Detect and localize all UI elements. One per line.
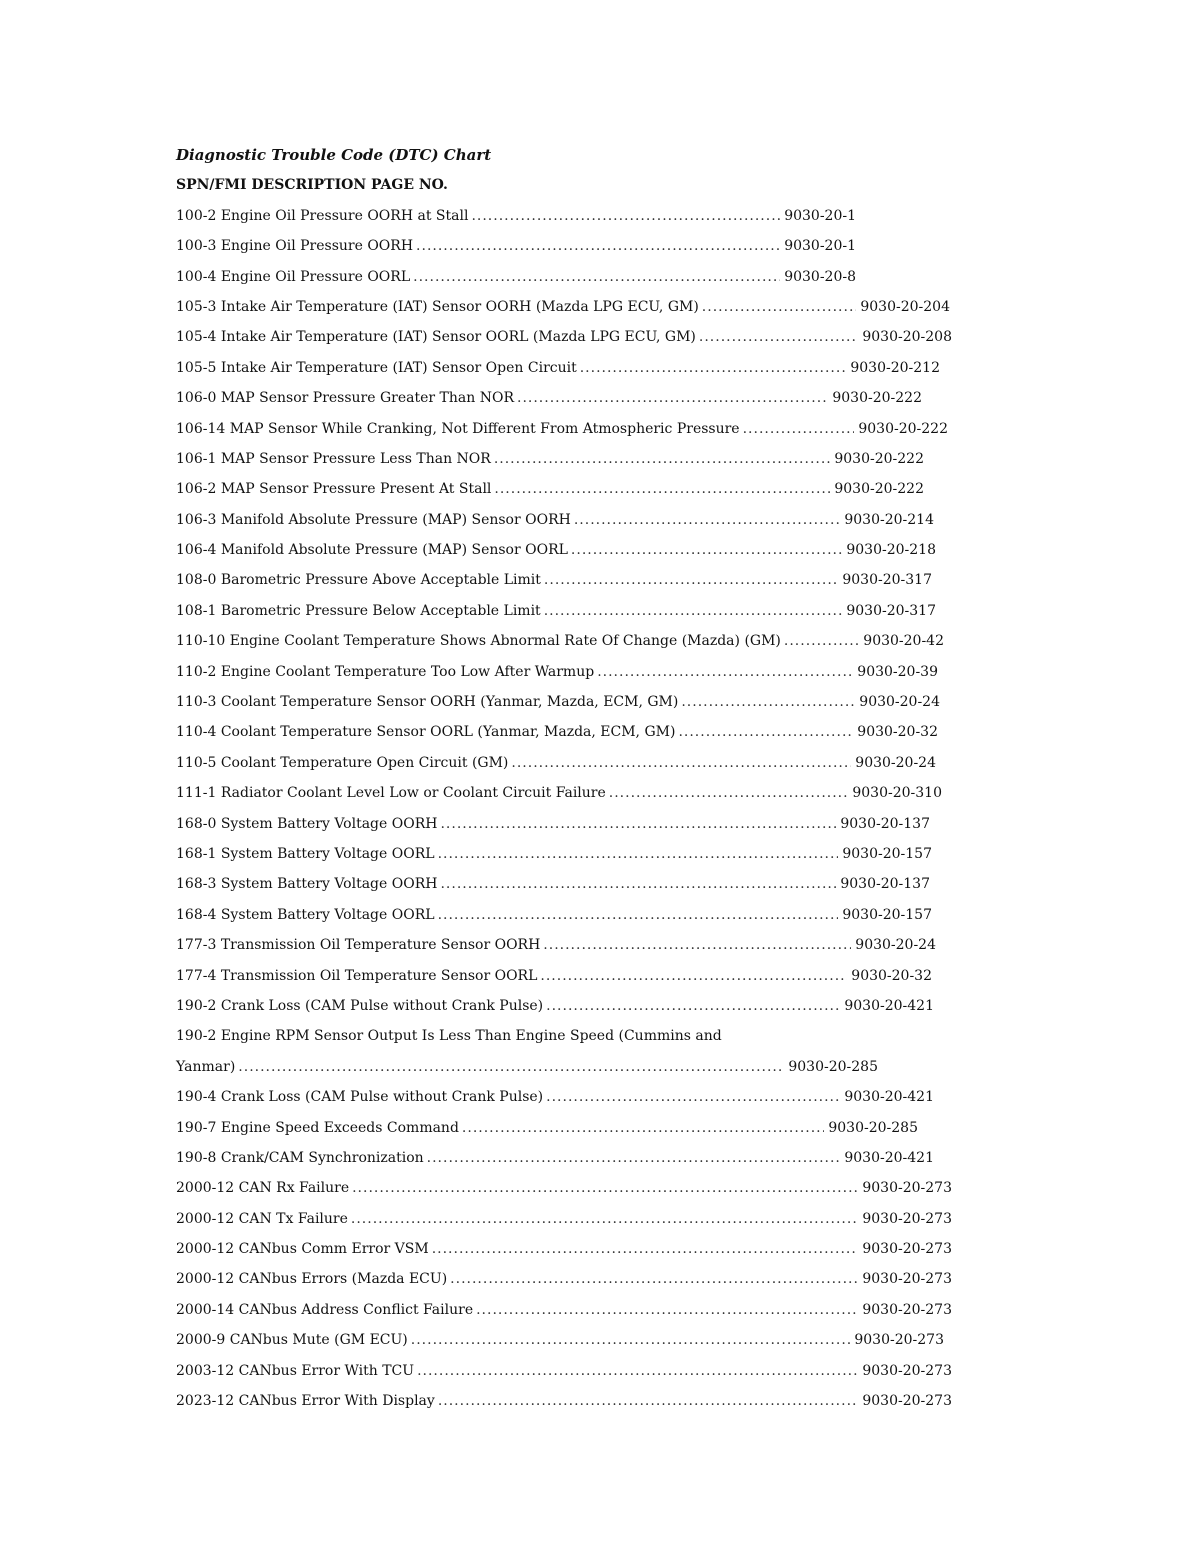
dtc-entry <box>176 201 856 231</box>
dtc-entry <box>176 414 948 444</box>
dtc-page-number: 9030-20-222 <box>858 420 948 437</box>
dot-leader <box>413 262 780 292</box>
dtc-description <box>176 1325 408 1355</box>
dot-leader <box>574 505 841 535</box>
dtc-code: 106-4 <box>176 542 217 559</box>
dot-leader <box>540 961 847 991</box>
dtc-entry <box>176 1113 918 1143</box>
dot-leader <box>438 900 839 930</box>
dtc-entry <box>176 1295 952 1325</box>
dtc-entry-wrapped <box>176 1021 976 1082</box>
dtc-code: 111-1 <box>176 785 217 802</box>
dtc-code: 110-5 <box>176 754 217 771</box>
dtc-description-text: CAN Tx Failure <box>238 1210 348 1227</box>
dtc-entry <box>176 778 942 808</box>
dtc-code: 106-0 <box>176 390 217 407</box>
dtc-code: 177-4 <box>176 967 217 984</box>
dtc-page-number: 9030-20-273 <box>862 1301 952 1318</box>
dtc-page-number: 9030-20-273 <box>862 1180 952 1197</box>
dtc-code: 2023-12 <box>176 1393 235 1410</box>
dtc-page-number: 9030-20-212 <box>850 359 940 376</box>
dtc-description <box>176 565 541 595</box>
dtc-description <box>176 1295 473 1325</box>
dtc-description-text: Engine Oil Pressure OORH <box>220 238 414 255</box>
dtc-page-number: 9030-20-32 <box>857 724 938 741</box>
dtc-page-number: 9030-20-42 <box>863 633 944 650</box>
dot-leader <box>681 687 855 717</box>
column-header: SPN/FMI DESCRIPTION PAGE NO. <box>176 177 448 194</box>
dtc-code: 110-10 <box>176 633 226 650</box>
dot-leader <box>450 1264 858 1294</box>
dtc-page-number: 9030-20-273 <box>862 1393 952 1410</box>
dot-leader <box>546 991 840 1021</box>
dot-leader <box>440 809 836 839</box>
dtc-entry <box>176 505 934 535</box>
dtc-entry <box>176 1325 944 1355</box>
dtc-page-number: 9030-20-24 <box>859 694 940 711</box>
dtc-description-text: Manifold Absolute Pressure (MAP) Sensor OORL <box>220 542 568 559</box>
dtc-page-number: 9030-20-32 <box>851 967 932 984</box>
dtc-description <box>176 961 537 991</box>
dtc-entry <box>176 717 938 747</box>
dtc-page-number: 9030-20-137 <box>840 876 930 893</box>
dtc-description-text: CANbus Address Conflict Failure <box>238 1301 474 1318</box>
dtc-entry <box>176 262 856 292</box>
dtc-description <box>176 991 543 1021</box>
dtc-entry <box>176 930 936 960</box>
dtc-page-number: 9030-20-273 <box>854 1332 944 1349</box>
dtc-page-number: 9030-20-273 <box>862 1271 952 1288</box>
dtc-code: 106-1 <box>176 450 217 467</box>
dtc-description-text: Barometric Pressure Above Acceptable Limit <box>220 572 541 589</box>
dot-leader <box>784 626 859 656</box>
dtc-description <box>176 535 568 565</box>
dtc-description-text: Coolant Temperature Sensor OORL (Yanmar, Mazda, ECM, GM) <box>220 724 676 741</box>
dtc-code: 190-4 <box>176 1089 217 1106</box>
dtc-page-number: 9030-20-285 <box>828 1119 918 1136</box>
dot-leader <box>743 414 855 444</box>
dtc-description <box>176 262 410 292</box>
dtc-entry-line1 <box>176 1021 976 1051</box>
dot-leader <box>476 1295 858 1325</box>
dtc-page-number: 9030-20-24 <box>855 754 936 771</box>
dtc-description <box>176 900 435 930</box>
dtc-code: 168-3 <box>176 876 217 893</box>
dtc-page-number: 9030-20-285 <box>788 1058 878 1075</box>
dot-leader <box>511 748 851 778</box>
dtc-entry <box>176 596 936 626</box>
dtc-description <box>176 474 491 504</box>
dtc-description-text: CANbus Comm Error VSM <box>238 1241 429 1258</box>
dtc-code: 108-0 <box>176 572 217 589</box>
dtc-description-text: Engine Speed Exceeds Command <box>220 1119 459 1136</box>
dtc-description <box>176 1264 447 1294</box>
dtc-description-text: Manifold Absolute Pressure (MAP) Sensor OORH <box>220 511 571 528</box>
dtc-description-text: Engine Coolant Temperature Too Low After Warmup <box>220 663 595 680</box>
dtc-description-text: System Battery Voltage OORL <box>220 906 435 923</box>
dtc-description <box>176 717 675 747</box>
dtc-code: 100-4 <box>176 268 217 285</box>
dtc-description-text: Crank Loss (CAM Pulse without Crank Pulse) <box>220 997 544 1014</box>
dtc-code: 100-3 <box>176 238 217 255</box>
dtc-description <box>176 292 699 322</box>
dot-leader <box>546 1082 840 1112</box>
dtc-code: 110-2 <box>176 663 217 680</box>
dtc-entry <box>176 231 856 261</box>
dtc-description-text: Intake Air Temperature (IAT) Sensor Open Circuit <box>220 359 577 376</box>
dtc-description <box>176 1143 424 1173</box>
dtc-description-text: MAP Sensor Pressure Present At Stall <box>220 481 492 498</box>
dtc-entry <box>176 353 940 383</box>
dtc-page-number: 9030-20-39 <box>857 663 938 680</box>
dtc-code: 110-4 <box>176 724 217 741</box>
dtc-page-number: 9030-20-137 <box>840 815 930 832</box>
dtc-entry <box>176 1264 952 1294</box>
dtc-description-text: CANbus Error With Display <box>238 1393 435 1410</box>
dot-leader <box>494 474 830 504</box>
dtc-entry <box>176 565 932 595</box>
dtc-entry <box>176 991 934 1021</box>
dtc-code: 110-3 <box>176 694 217 711</box>
dtc-description <box>176 839 435 869</box>
dtc-entry <box>176 444 924 474</box>
dtc-page-number: 9030-20-208 <box>862 329 952 346</box>
dtc-description-text: Barometric Pressure Below Acceptable Limit <box>220 602 541 619</box>
dtc-description-text: Transmission Oil Temperature Sensor OORH <box>220 937 541 954</box>
dtc-page-number: 9030-20-310 <box>852 785 942 802</box>
dtc-description-text: Crank/CAM Synchronization <box>220 1149 424 1166</box>
dtc-description-text: CANbus Error With TCU <box>238 1362 415 1379</box>
dtc-code: 100-2 <box>176 207 217 224</box>
dot-leader <box>440 869 836 899</box>
dot-leader <box>411 1325 851 1355</box>
dot-leader <box>544 565 838 595</box>
dtc-entry <box>176 657 938 687</box>
dtc-entry <box>176 1356 952 1386</box>
dtc-list-continued <box>176 1082 976 1416</box>
dot-leader <box>543 930 851 960</box>
dtc-description <box>176 1173 349 1203</box>
dtc-description-text: Radiator Coolant Level Low or Coolant Circuit Failure <box>220 785 606 802</box>
dtc-entry <box>176 687 940 717</box>
dtc-description <box>176 505 571 535</box>
document-title: Diagnostic Trouble Code (DTC) Chart <box>176 146 492 164</box>
dtc-description-text: Coolant Temperature Sensor OORH (Yanmar, Mazda, ECM, GM) <box>220 694 679 711</box>
dtc-entry <box>176 900 932 930</box>
dtc-page-number: 9030-20-421 <box>844 1149 934 1166</box>
dot-leader <box>427 1143 841 1173</box>
dtc-description-text: Intake Air Temperature (IAT) Sensor OORH (Mazda LPG ECU, GM) <box>220 298 699 315</box>
dot-leader <box>571 535 842 565</box>
dtc-entry <box>176 1234 952 1264</box>
dtc-code: 190-2 <box>176 1028 217 1045</box>
dtc-page-number: 9030-20-421 <box>844 997 934 1014</box>
dtc-page-number: 9030-20-157 <box>842 845 932 862</box>
dtc-code: 105-5 <box>176 359 217 376</box>
dot-leader <box>438 839 839 869</box>
dtc-description-line1: Engine RPM Sensor Output Is Less Than Engine Speed (Cummins and <box>220 1028 722 1045</box>
dtc-code: 2003-12 <box>176 1362 235 1379</box>
dtc-code: 106-3 <box>176 511 217 528</box>
dtc-entry <box>176 474 924 504</box>
dtc-description <box>176 201 468 231</box>
dtc-list <box>176 201 976 1022</box>
dtc-description <box>176 657 594 687</box>
dtc-page-number: 9030-20-317 <box>842 572 932 589</box>
dtc-entry <box>176 1173 952 1203</box>
dtc-description <box>176 1356 414 1386</box>
dtc-page-number: 9030-20-24 <box>855 937 936 954</box>
dot-leader <box>432 1234 859 1264</box>
dtc-code: 190-7 <box>176 1119 217 1136</box>
dtc-entry <box>176 809 930 839</box>
dot-leader <box>544 596 843 626</box>
dot-leader <box>462 1113 824 1143</box>
dtc-chart-page <box>176 140 976 1416</box>
dtc-description-line2: Yanmar) <box>176 1058 236 1075</box>
dtc-page-number: 9030-20-273 <box>862 1210 952 1227</box>
dtc-entry <box>176 839 932 869</box>
dtc-entry <box>176 322 952 352</box>
dtc-page-number: 9030-20-222 <box>832 390 922 407</box>
dtc-code: 168-1 <box>176 845 217 862</box>
dot-leader <box>471 201 780 231</box>
dtc-code: 106-14 <box>176 420 226 437</box>
dtc-description-text: Engine Oil Pressure OORH at Stall <box>220 207 469 224</box>
dtc-description <box>176 687 678 717</box>
dtc-entry <box>176 535 936 565</box>
dot-leader <box>678 717 853 747</box>
dot-leader <box>609 778 849 808</box>
dtc-page-number: 9030-20-421 <box>844 1089 934 1106</box>
dtc-description-text: Intake Air Temperature (IAT) Sensor OORL (Mazda LPG ECU, GM) <box>220 329 696 346</box>
dtc-entry <box>176 869 930 899</box>
dtc-page-number: 9030-20-1 <box>784 207 856 224</box>
dtc-entry <box>176 748 936 778</box>
dtc-code: 2000-14 <box>176 1301 235 1318</box>
dtc-description-text: MAP Sensor While Cranking, Not Different From Atmospheric Pressure <box>229 420 740 437</box>
dtc-entry-line2 <box>176 1052 878 1082</box>
dtc-description <box>176 778 606 808</box>
dtc-description <box>176 322 696 352</box>
dot-leader <box>352 1173 858 1203</box>
dtc-description-text: System Battery Voltage OORL <box>220 845 435 862</box>
dtc-description <box>176 748 508 778</box>
dtc-description-text: CANbus Mute (GM ECU) <box>229 1332 408 1349</box>
dtc-description-text: Transmission Oil Temperature Sensor OORL <box>220 967 538 984</box>
dtc-page-number: 9030-20-157 <box>842 906 932 923</box>
dot-leader <box>417 1356 858 1386</box>
dtc-page-number: 9030-20-8 <box>784 268 856 285</box>
dtc-code: 177-3 <box>176 937 217 954</box>
dtc-description <box>176 626 781 656</box>
dtc-page-number: 9030-20-273 <box>862 1241 952 1258</box>
dtc-page-number: 9030-20-317 <box>846 602 936 619</box>
dot-leader <box>702 292 857 322</box>
dtc-description <box>176 1113 459 1143</box>
dot-leader <box>517 383 828 413</box>
dot-leader <box>238 1052 784 1082</box>
dtc-description-text: CANbus Errors (Mazda ECU) <box>238 1271 448 1288</box>
dtc-description <box>176 1234 429 1264</box>
dtc-code: 168-0 <box>176 815 217 832</box>
dtc-description-text: System Battery Voltage OORH <box>220 876 438 893</box>
dot-leader <box>438 1386 859 1416</box>
dtc-code: 2000-12 <box>176 1180 235 1197</box>
dtc-code: 105-4 <box>176 329 217 346</box>
dtc-page-number: 9030-20-218 <box>846 542 936 559</box>
dtc-description <box>176 1204 348 1234</box>
dtc-description-text: System Battery Voltage OORH <box>220 815 438 832</box>
dtc-page-number: 9030-20-214 <box>844 511 934 528</box>
dtc-description-text: MAP Sensor Pressure Less Than NOR <box>220 450 491 467</box>
dtc-entry <box>176 1143 934 1173</box>
dtc-code: 190-8 <box>176 1149 217 1166</box>
dot-leader <box>580 353 847 383</box>
dot-leader <box>597 657 853 687</box>
dtc-entry <box>176 383 922 413</box>
dtc-description <box>176 444 491 474</box>
dtc-description <box>176 596 541 626</box>
dtc-entry <box>176 1204 952 1234</box>
dtc-description <box>176 1386 435 1416</box>
dtc-description <box>176 809 437 839</box>
dtc-page-number: 9030-20-1 <box>784 238 856 255</box>
dtc-entry <box>176 292 950 322</box>
dtc-code: 2000-12 <box>176 1271 235 1288</box>
dtc-description <box>176 414 740 444</box>
dtc-description-text: CAN Rx Failure <box>238 1180 350 1197</box>
dtc-description <box>176 930 540 960</box>
dtc-entry <box>176 1386 952 1416</box>
dtc-description <box>176 869 437 899</box>
dtc-description <box>176 231 413 261</box>
dot-leader <box>494 444 831 474</box>
dtc-page-number: 9030-20-204 <box>860 298 950 315</box>
dtc-description-text: Engine Coolant Temperature Shows Abnormal Rate Of Change (Mazda) (GM) <box>229 633 781 650</box>
dtc-description-text: MAP Sensor Pressure Greater Than NOR <box>220 390 514 407</box>
dtc-description <box>176 1082 543 1112</box>
dot-leader <box>351 1204 858 1234</box>
dot-leader <box>416 231 780 261</box>
dtc-code: 108-1 <box>176 602 217 619</box>
dtc-page-number: 9030-20-273 <box>862 1362 952 1379</box>
dtc-code: 2000-12 <box>176 1241 235 1258</box>
dot-leader <box>699 322 858 352</box>
dtc-code: 106-2 <box>176 481 217 498</box>
dtc-entry <box>176 1082 934 1112</box>
dtc-description-text: Coolant Temperature Open Circuit (GM) <box>220 754 509 771</box>
dtc-code: 105-3 <box>176 298 217 315</box>
dtc-code: 2000-9 <box>176 1332 226 1349</box>
dtc-code: 2000-12 <box>176 1210 235 1227</box>
dtc-entry <box>176 961 932 991</box>
dtc-page-number: 9030-20-222 <box>834 481 924 498</box>
dtc-description <box>176 383 514 413</box>
dtc-code: 168-4 <box>176 906 217 923</box>
dtc-entry <box>176 626 944 656</box>
dtc-description <box>176 353 577 383</box>
dtc-description-text: Engine Oil Pressure OORL <box>220 268 411 285</box>
dtc-code: 190-2 <box>176 997 217 1014</box>
dtc-description-text: Crank Loss (CAM Pulse without Crank Pulse) <box>220 1089 544 1106</box>
dtc-page-number: 9030-20-222 <box>834 450 924 467</box>
